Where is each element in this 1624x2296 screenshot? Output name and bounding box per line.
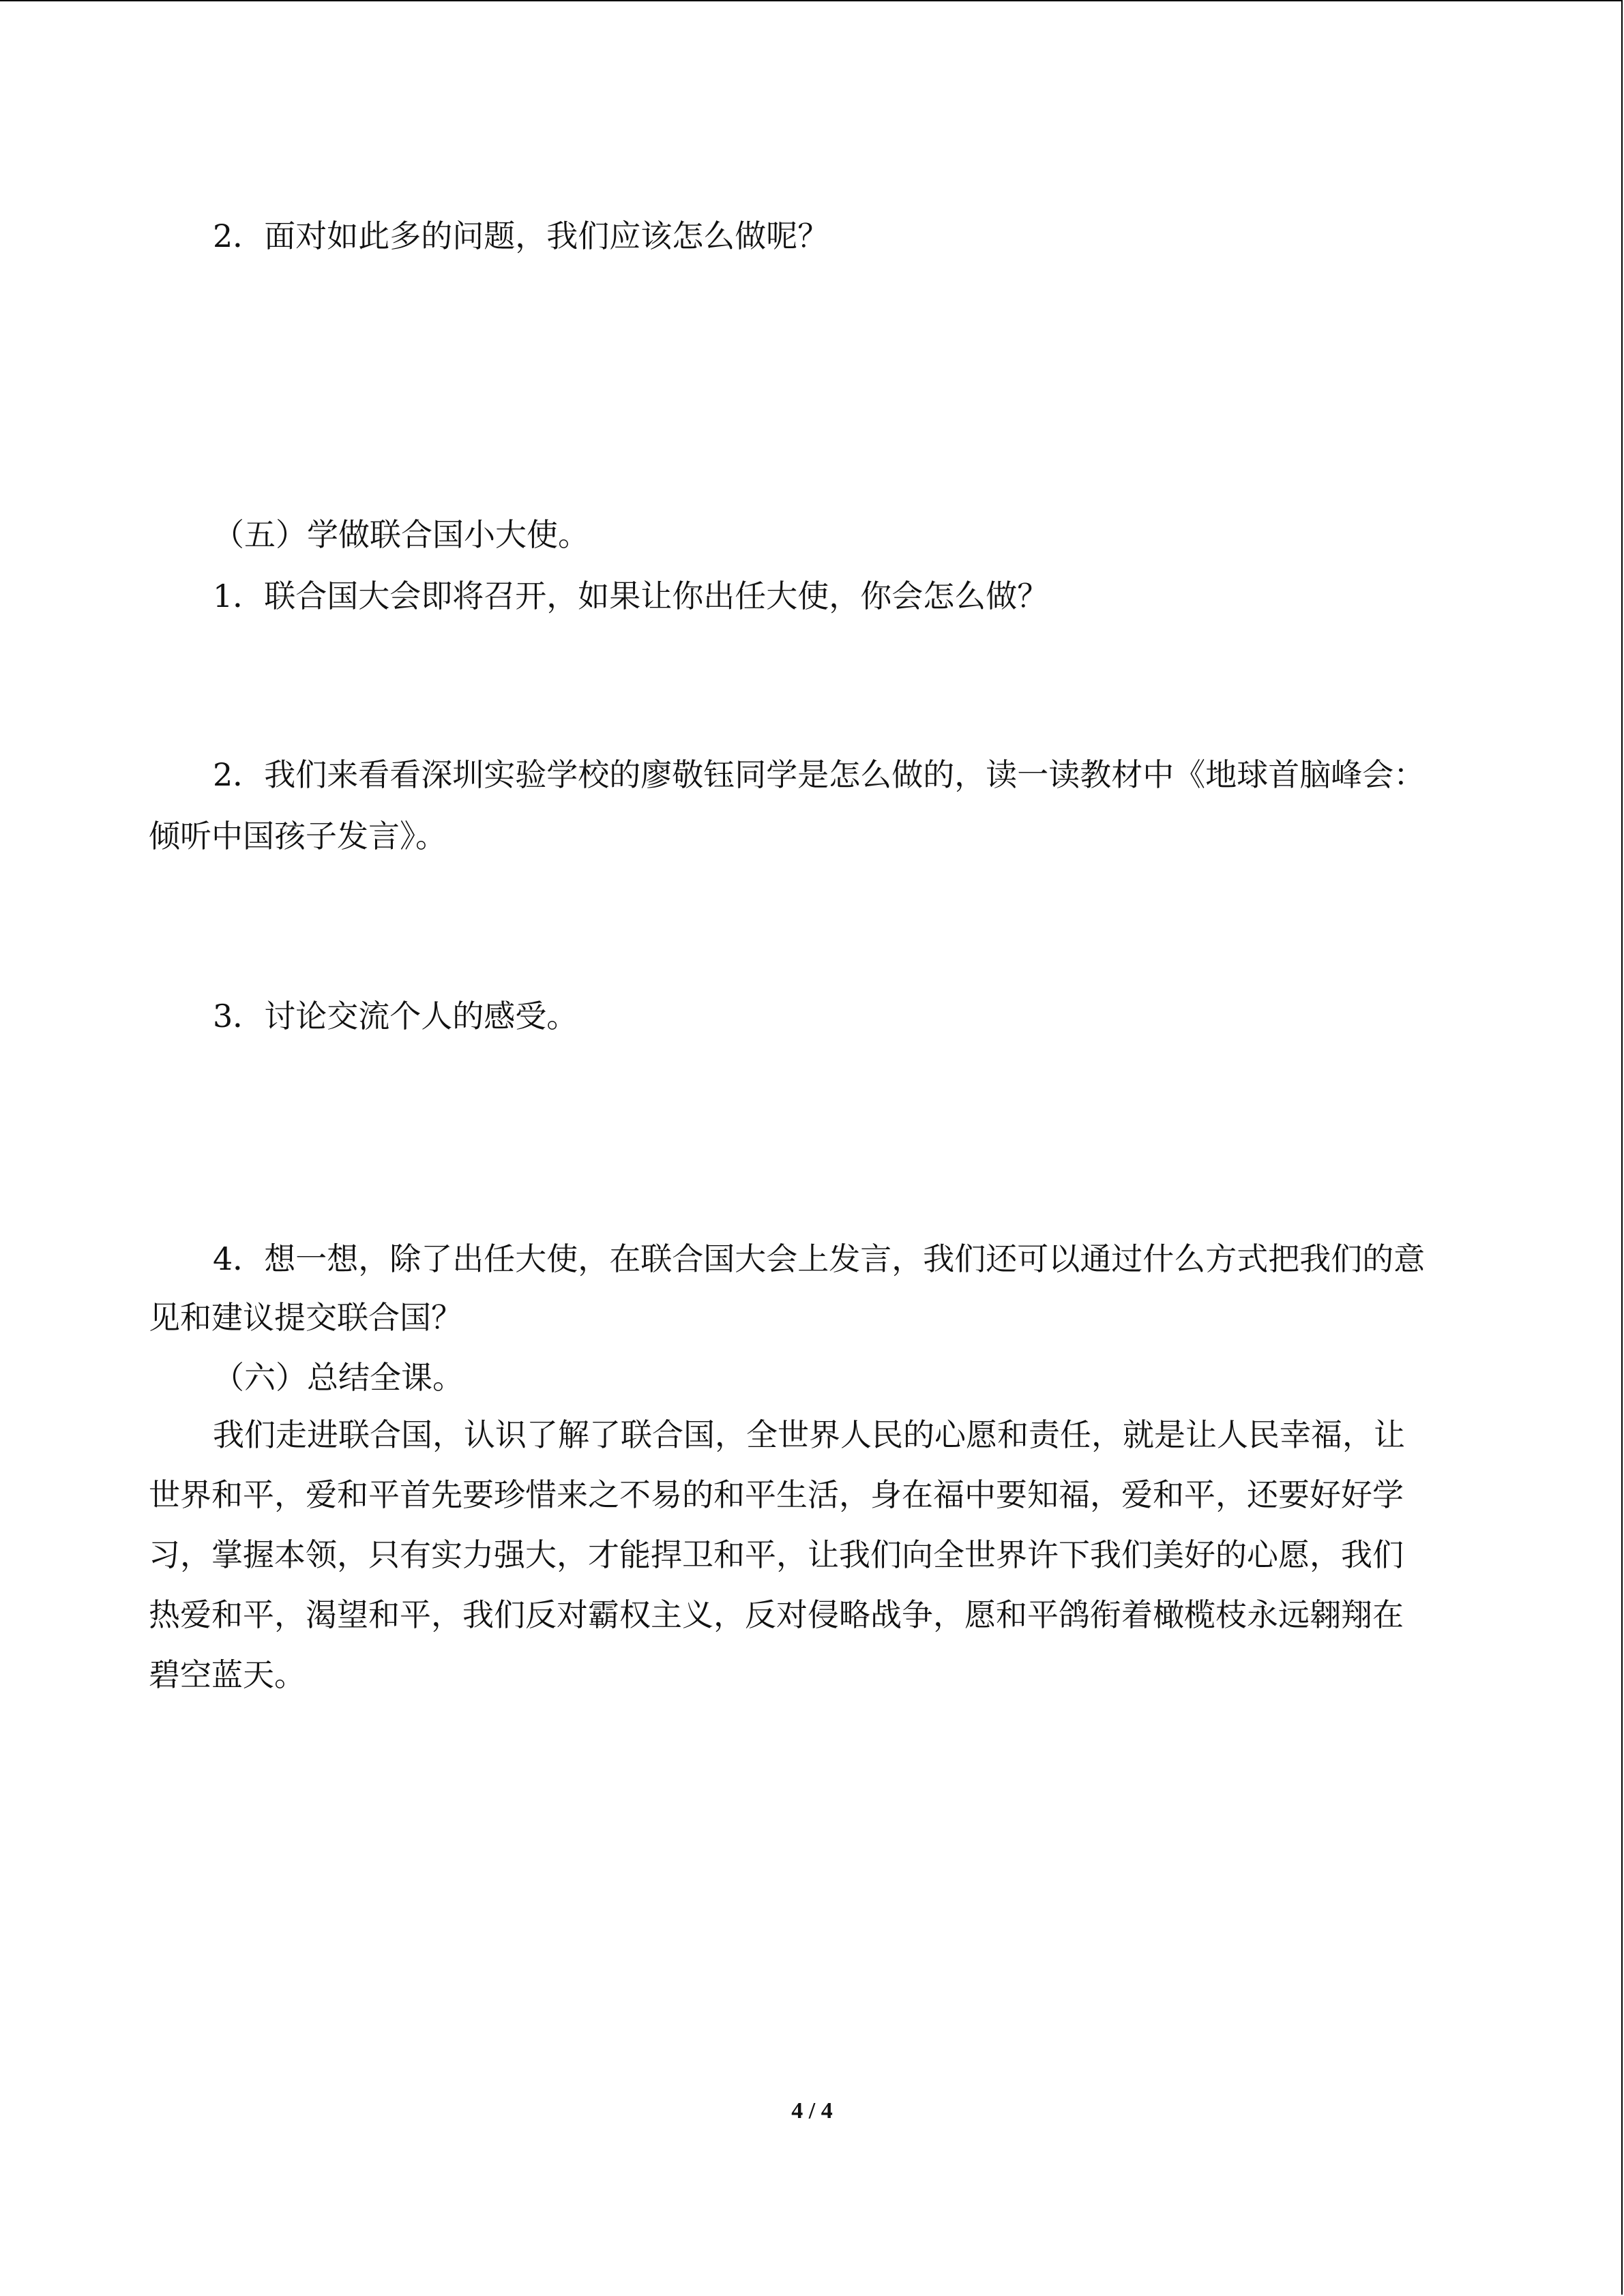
section-6-heading: （六）总结全课。 <box>213 1359 464 1396</box>
item-3-line: 3．讨论交流个人的感受。 <box>213 998 578 1034</box>
item-2-line-2: 倾听中国孩子发言》。 <box>149 818 447 854</box>
section-5-heading: （五）学做联合国小大使。 <box>213 516 589 553</box>
summary-line-2: 世界和平，爱和平首先要珍惜来之不易的和平生活，身在福中要知福，爱和平，还要好好学 <box>149 1476 1404 1513</box>
summary-line-5: 碧空蓝天。 <box>149 1656 306 1693</box>
summary-line-1: 我们走进联合国，认识了解了联合国，全世界人民的心愿和责任，就是让人民幸福，让 <box>213 1416 1405 1453</box>
question-2-line: 2．面对如此多的问题，我们应该怎么做呢？ <box>213 218 829 254</box>
summary-line-4: 热爱和平，渴望和平，我们反对霸权主义，反对侵略战争，愿和平鸽衔着橄榄枝永远翱翔在 <box>149 1596 1404 1633</box>
item-2-line-1: 2．我们来看看深圳实验学校的廖敬钰同学是怎么做的，读一读教材中《地球首脑峰会： <box>213 756 1426 793</box>
item-4-line-1: 4．想一想，除了出任大使，在联合国大会上发言，我们还可以通过什么方式把我们的意 <box>213 1240 1426 1277</box>
page-number: 4 / 4 <box>791 2098 833 2123</box>
item-1-line: 1．联合国大会即将召开，如果让你出任大使，你会怎么做？ <box>213 578 1049 614</box>
item-4-line-2: 见和建议提交联合国？ <box>149 1299 462 1336</box>
summary-line-3: 习，掌握本领，只有实力强大，才能捍卫和平，让我们向全世界许下我们美好的心愿，我们 <box>149 1536 1404 1573</box>
